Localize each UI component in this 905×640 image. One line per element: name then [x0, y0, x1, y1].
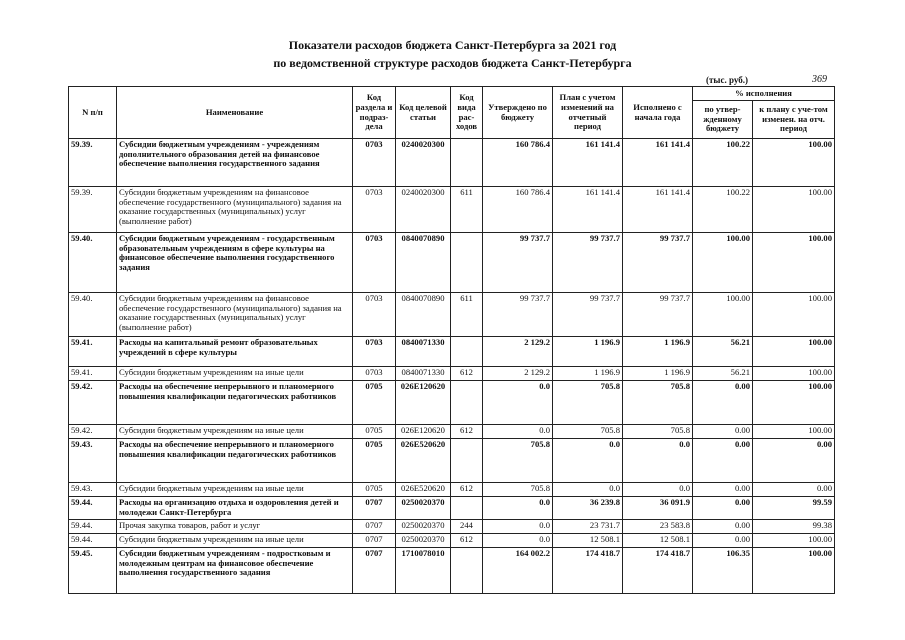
table-row: [69, 233, 835, 293]
row-name: Субсидии бюджетным учреждениям на финансовое обеспечение государственного (муниципального) задания на оказание государственных (муниципальных) услуг (выполнение работ): [117, 293, 353, 337]
row-pct-approved: 100.00: [693, 233, 753, 293]
row-name: Субсидии бюджетным учреждениям - учреждениям дополнительного образования детей на финансовое обеспечение выполнения государственного задания: [117, 139, 353, 187]
row-name: Субсидии бюджетным учреждениям - государственным образовательным учреждениям в сфере культуры на финансовое обеспечение выполнения государственного задания: [117, 233, 353, 293]
row-name: Субсидии бюджетным учреждениям - подростковым и молодежным центрам на финансовое обеспечение выполнения государственного задания: [117, 548, 353, 594]
row-pct-plan: 100.00: [753, 187, 835, 233]
row-target-code: 0250020370: [396, 497, 451, 520]
row-name: Субсидии бюджетным учреждениям на иные цели: [117, 367, 353, 381]
row-section-code: 0707: [353, 548, 396, 594]
row-name: Субсидии бюджетным учреждениям на иные цели: [117, 483, 353, 497]
budget-table: [68, 86, 835, 594]
row-target-code: 026Е520620: [396, 483, 451, 497]
row-pct-approved: 100.00: [693, 293, 753, 337]
row-num: 59.43.: [69, 483, 117, 497]
row-executed: 705.8: [623, 381, 693, 425]
row-approved: 99 737.7: [483, 293, 553, 337]
row-pct-plan: 100.00: [753, 233, 835, 293]
row-name: Расходы на организацию отдыха и оздоровления детей и молодежи Санкт-Петербурга: [117, 497, 353, 520]
row-pct-approved: 0.00: [693, 520, 753, 534]
row-name: Субсидии бюджетным учреждениям на иные цели: [117, 534, 353, 548]
row-executed: 705.8: [623, 425, 693, 439]
row-section-code: 0707: [353, 520, 396, 534]
row-pct-plan: 99.38: [753, 520, 835, 534]
row-pct-plan: 0.00: [753, 439, 835, 483]
row-name: Прочая закупка товаров, работ и услуг: [117, 520, 353, 534]
table-row: [69, 439, 835, 483]
table-row: [69, 367, 835, 381]
row-pct-plan: 100.00: [753, 293, 835, 337]
row-type-code: [451, 497, 483, 520]
table-row: [69, 139, 835, 187]
row-plan: 99 737.7: [553, 233, 623, 293]
row-pct-plan: 100.00: [753, 425, 835, 439]
row-pct-approved: 56.21: [693, 337, 753, 367]
row-section-code: 0705: [353, 439, 396, 483]
table-row: [69, 520, 835, 534]
row-target-code: 026Е520620: [396, 439, 451, 483]
row-pct-approved: 0.00: [693, 439, 753, 483]
header-executed: Исполнено с начала года: [623, 87, 693, 139]
row-pct-plan: 100.00: [753, 548, 835, 594]
row-executed: 23 583.8: [623, 520, 693, 534]
row-pct-approved: 0.00: [693, 483, 753, 497]
table-row: [69, 293, 835, 337]
row-section-code: 0703: [353, 139, 396, 187]
row-plan: 23 731.7: [553, 520, 623, 534]
header-target-code: Код целевой статьи: [396, 87, 451, 139]
row-executed: 99 737.7: [623, 293, 693, 337]
row-approved: 0.0: [483, 425, 553, 439]
row-section-code: 0703: [353, 367, 396, 381]
header-pct-plan: к плану с уче-том изменен. на отч. период: [753, 101, 835, 139]
row-executed: 36 091.9: [623, 497, 693, 520]
row-target-code: 026Е120620: [396, 425, 451, 439]
row-pct-plan: 0.00: [753, 483, 835, 497]
row-type-code: 612: [451, 534, 483, 548]
row-target-code: 0240020300: [396, 187, 451, 233]
row-num: 59.44.: [69, 497, 117, 520]
row-pct-approved: 56.21: [693, 367, 753, 381]
row-num: 59.45.: [69, 548, 117, 594]
row-type-code: [451, 439, 483, 483]
table-row: [69, 534, 835, 548]
row-name: Субсидии бюджетным учреждениям на финансовое обеспечение государственного (муниципального) задания на оказание государственных (муниципальных) услуг (выполнение работ): [117, 187, 353, 233]
table-row: [69, 497, 835, 520]
row-plan: 161 141.4: [553, 139, 623, 187]
row-approved: 160 786.4: [483, 187, 553, 233]
row-plan: 12 508.1: [553, 534, 623, 548]
report-title-line1: Показатели расходов бюджета Санкт-Петербурга за 2021 год: [288, 38, 617, 52]
header-section-code: Код раздела и подраз-дела: [353, 87, 396, 139]
row-pct-approved: 0.00: [693, 497, 753, 520]
row-num: 59.44.: [69, 534, 117, 548]
row-name: Субсидии бюджетным учреждениям на иные цели: [117, 425, 353, 439]
row-approved: 0.0: [483, 520, 553, 534]
row-type-code: 611: [451, 187, 483, 233]
table-row: [69, 337, 835, 367]
row-type-code: [451, 548, 483, 594]
units-label: (тыс. руб.): [706, 75, 748, 85]
row-pct-approved: 100.22: [693, 187, 753, 233]
row-num: 59.39.: [69, 139, 117, 187]
row-num: 59.40.: [69, 233, 117, 293]
row-pct-approved: 0.00: [693, 381, 753, 425]
row-approved: 0.0: [483, 497, 553, 520]
row-plan: 99 737.7: [553, 293, 623, 337]
row-target-code: 026Е120620: [396, 381, 451, 425]
row-num: 59.43.: [69, 439, 117, 483]
row-plan: 0.0: [553, 439, 623, 483]
row-section-code: 0705: [353, 425, 396, 439]
row-num: 59.42.: [69, 381, 117, 425]
row-pct-plan: 100.00: [753, 337, 835, 367]
row-target-code: 0250020370: [396, 520, 451, 534]
row-type-code: 612: [451, 483, 483, 497]
row-type-code: [451, 381, 483, 425]
row-approved: 164 002.2: [483, 548, 553, 594]
row-approved: 705.8: [483, 483, 553, 497]
row-target-code: 0240020300: [396, 139, 451, 187]
row-pct-plan: 99.59: [753, 497, 835, 520]
header-plan: План с учетом изменений на отчетный период: [553, 87, 623, 139]
row-num: 59.41.: [69, 367, 117, 381]
table-row: [69, 548, 835, 594]
row-executed: 99 737.7: [623, 233, 693, 293]
row-name: Расходы на капитальный ремонт образовательных учреждений в сфере культуры: [117, 337, 353, 367]
row-section-code: 0703: [353, 233, 396, 293]
row-executed: 0.0: [623, 439, 693, 483]
row-pct-approved: 0.00: [693, 425, 753, 439]
header-pct-group: % исполнения: [693, 87, 835, 101]
row-pct-approved: 106.35: [693, 548, 753, 594]
row-executed: 174 418.7: [623, 548, 693, 594]
row-type-code: 612: [451, 425, 483, 439]
row-section-code: 0707: [353, 497, 396, 520]
row-target-code: 0840071330: [396, 337, 451, 367]
row-type-code: 612: [451, 367, 483, 381]
row-approved: 705.8: [483, 439, 553, 483]
row-pct-plan: 100.00: [753, 367, 835, 381]
row-num: 59.44.: [69, 520, 117, 534]
row-section-code: 0703: [353, 337, 396, 367]
row-type-code: 244: [451, 520, 483, 534]
page-number: 369: [812, 74, 827, 85]
row-plan: 161 141.4: [553, 187, 623, 233]
row-approved: 99 737.7: [483, 233, 553, 293]
row-approved: 0.0: [483, 381, 553, 425]
row-executed: 1 196.9: [623, 337, 693, 367]
row-target-code: 0840070890: [396, 293, 451, 337]
row-plan: 0.0: [553, 483, 623, 497]
row-pct-plan: 100.00: [753, 139, 835, 187]
row-pct-plan: 100.00: [753, 534, 835, 548]
row-approved: 160 786.4: [483, 139, 553, 187]
row-target-code: 1710078010: [396, 548, 451, 594]
table-row: [69, 483, 835, 497]
row-section-code: 0705: [353, 483, 396, 497]
header-type-code: Код вида рас-ходов: [451, 87, 483, 139]
row-pct-approved: 100.22: [693, 139, 753, 187]
row-pct-approved: 0.00: [693, 534, 753, 548]
row-plan: 705.8: [553, 425, 623, 439]
row-num: 59.42.: [69, 425, 117, 439]
row-target-code: 0840071330: [396, 367, 451, 381]
header-approved: Утверждено по бюджету: [483, 87, 553, 139]
row-target-code: 0840070890: [396, 233, 451, 293]
row-num: 59.40.: [69, 293, 117, 337]
row-approved: 2 129.2: [483, 337, 553, 367]
row-pct-plan: 100.00: [753, 381, 835, 425]
row-num: 59.41.: [69, 337, 117, 367]
row-approved: 2 129.2: [483, 367, 553, 381]
row-executed: 1 196.9: [623, 367, 693, 381]
row-plan: 1 196.9: [553, 337, 623, 367]
report-title-line2: по ведомственной структуре расходов бюджета Санкт-Петербурга: [273, 56, 632, 70]
table-row: [69, 381, 835, 425]
row-num: 59.39.: [69, 187, 117, 233]
row-target-code: 0250020370: [396, 534, 451, 548]
row-section-code: 0703: [353, 187, 396, 233]
row-approved: 0.0: [483, 534, 553, 548]
row-name: Расходы на обеспечение непрерывного и планомерного повышения квалификации педагогических работников: [117, 439, 353, 483]
row-type-code: [451, 139, 483, 187]
table-row: [69, 187, 835, 233]
row-section-code: 0703: [353, 293, 396, 337]
row-name: Расходы на обеспечение непрерывного и планомерного повышения квалификации педагогических работников: [117, 381, 353, 425]
header-name: Наименование: [117, 87, 353, 139]
header-num: N п/п: [69, 87, 117, 139]
row-plan: 174 418.7: [553, 548, 623, 594]
row-type-code: 611: [451, 293, 483, 337]
row-section-code: 0705: [353, 381, 396, 425]
row-plan: 1 196.9: [553, 367, 623, 381]
row-executed: 161 141.4: [623, 139, 693, 187]
row-type-code: [451, 337, 483, 367]
row-section-code: 0707: [353, 534, 396, 548]
row-executed: 12 508.1: [623, 534, 693, 548]
row-executed: 0.0: [623, 483, 693, 497]
row-type-code: [451, 233, 483, 293]
row-executed: 161 141.4: [623, 187, 693, 233]
header-pct-approved: по утвер-жденному бюджету: [693, 101, 753, 139]
row-plan: 36 239.8: [553, 497, 623, 520]
table-row: [69, 425, 835, 439]
row-plan: 705.8: [553, 381, 623, 425]
